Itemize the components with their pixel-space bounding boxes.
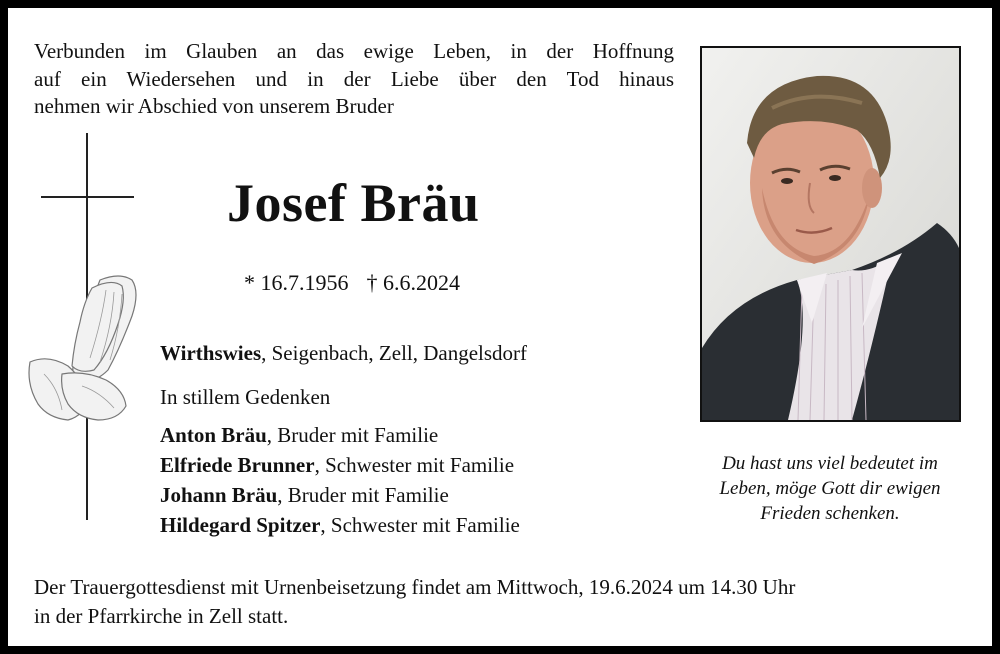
place-main: Wirthswies (160, 341, 262, 365)
places (160, 341, 527, 366)
deceased-name: Josef Bräu (227, 173, 480, 233)
memorial-quote (690, 451, 970, 526)
portrait-photo (700, 46, 961, 422)
intro-line: nehmen wir Abschied von unserem Bruder (34, 94, 394, 118)
mourner-item (160, 450, 520, 480)
intro-line: Verbunden im Glauben an das ewige Leben, in der Hoffnung (34, 39, 674, 63)
service-line: in der Pfarrkirche in Zell statt. (34, 604, 289, 628)
mourner-item (160, 420, 520, 450)
mourner-name: Anton Bräu (160, 423, 267, 447)
mourner-name: Hildegard Spitzer (160, 513, 321, 537)
praying-hands-icon (22, 270, 142, 425)
mourner-relation: , Schwester mit Familie (320, 513, 520, 537)
obituary-card (8, 8, 992, 646)
mourner-relation: , Schwester mit Familie (314, 453, 515, 477)
gedenken-label: In stillem Gedenken (160, 385, 331, 409)
quote-line: Du hast uns viel bedeutet im (722, 453, 938, 474)
mourner-relation: , Bruder mit Familie (266, 423, 439, 447)
life-dates (244, 270, 460, 296)
mourner-relation: , Bruder mit Familie (277, 483, 449, 507)
quote-line: Frieden schenken. (760, 503, 900, 524)
mourners-list (160, 420, 520, 540)
service-line: Der Trauergottesdienst mit Urnenbeisetzung findet am Mittwoch, 19.6.2024 um 14.30 Uhr (34, 575, 796, 599)
birth-date: * 16.7.1956 (244, 270, 349, 295)
mourner-item (160, 480, 520, 510)
cross-icon-bar (41, 196, 134, 198)
mourner-item (160, 510, 520, 540)
mourner-name: Johann Bräu (160, 483, 278, 507)
portrait-illustration (702, 48, 959, 420)
service-notice (34, 573, 974, 631)
intro-line: auf ein Wiedersehen und in der Liebe über den Tod hinaus (34, 66, 674, 91)
place-rest: , Seigenbach, Zell, Dangelsdorf (261, 341, 528, 365)
death-date: † 6.6.2024 (366, 270, 460, 295)
intro-text (34, 38, 674, 121)
mourner-name: Elfriede Brunner (160, 453, 315, 477)
quote-line: Leben, möge Gott dir ewigen (719, 478, 941, 499)
